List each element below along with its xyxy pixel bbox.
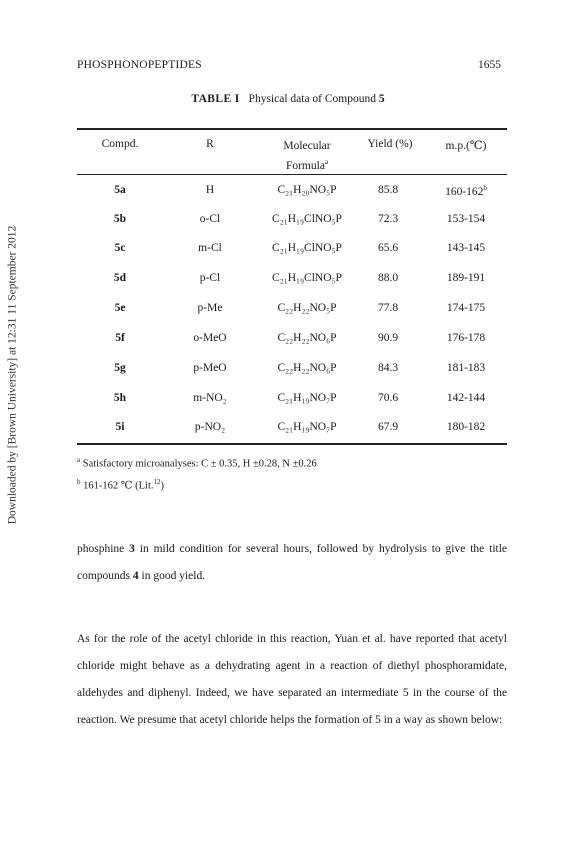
cell-compd: 5b xyxy=(113,213,127,225)
cell-formula: C₂₂H₂₂NO₅P xyxy=(277,302,337,314)
cell-r: o-Cl xyxy=(199,213,221,225)
table-caption-text: Physical data of Compound xyxy=(248,93,376,105)
footnote-mark-b: b xyxy=(77,478,81,486)
header-formula xyxy=(252,138,362,174)
download-note: Downloaded by [Brown University] at 12:31 11 September 2012 xyxy=(6,225,18,525)
footnote-ref: 12 xyxy=(153,478,161,486)
compound-ref-3: 3 xyxy=(129,543,135,555)
table-caption xyxy=(0,93,576,105)
cell-formula: C₂₁H₁₉NO₇P xyxy=(277,421,337,433)
cell-formula: C₂₁H₁₉ClNO₅P xyxy=(272,272,342,284)
footnote-text-b: 161-162 ℃ (Lit. xyxy=(83,480,154,492)
cell-formula: C₂₁H₁₉NO₇P xyxy=(277,392,337,404)
footnote-tail: ) xyxy=(160,480,164,492)
cell-compd: 5c xyxy=(114,242,126,254)
cell-r: p-Cl xyxy=(199,272,221,284)
paragraph-continuation xyxy=(77,536,507,590)
cell-compd: 5e xyxy=(114,302,126,314)
cell-mp: 181-183 xyxy=(446,362,486,374)
cell-mp: 189-191 xyxy=(446,272,486,284)
header-yield: Yield (%) xyxy=(367,138,413,150)
table-row xyxy=(77,421,507,437)
cell-compd: 5g xyxy=(114,362,126,374)
cell-yield: 84.3 xyxy=(377,362,399,374)
page-number: 1655 xyxy=(478,59,501,71)
cell-formula: C₂₂H₂₂NO₆P xyxy=(277,362,337,374)
cell-mp: 143-145 xyxy=(446,242,486,254)
paragraph-acetyl-chloride: As for the role of the acetyl chloride in this reaction, Yuan et al. have reported that acetyl chloride might behave as a dehydrating agent in a reaction of diethyl phosphoramidate, aldehydes and diphenyl. Indeed, we have separated an intermediate 5 in the course of the reaction. We presume that acetyl chloride helps the formation of 5 in a way as shown below: xyxy=(77,633,507,726)
header-compd: Compd. xyxy=(101,138,139,150)
footnote-mark-a: a xyxy=(77,456,81,464)
cell-yield: 70.6 xyxy=(377,392,399,404)
cell-r: m-Cl xyxy=(198,242,222,254)
cell-mp: 142-144 xyxy=(446,392,486,404)
table-row xyxy=(77,362,507,378)
download-watermark xyxy=(2,140,22,610)
p1-text-post: in good yield. xyxy=(141,570,206,582)
cell-formula: C₂₁H₁₉ClNO₅P xyxy=(272,213,342,225)
cell-yield: 65.6 xyxy=(377,242,399,254)
cell-r: p-NO₂ xyxy=(194,421,226,433)
cell-compd: 5i xyxy=(115,421,125,433)
cell-compd: 5f xyxy=(115,332,125,344)
compound-ref-4: 4 xyxy=(132,570,139,582)
header-formula-mark: a xyxy=(324,158,329,166)
p1-text-pre: phosphine xyxy=(77,543,125,555)
cell-mp: 174-175 xyxy=(446,302,486,314)
cell-r: o-MeO xyxy=(193,332,227,344)
p1-text-mid: in mild condition for several hours, followed by hydrolysis to give the title compounds xyxy=(77,543,508,582)
cell-formula: C₂₁H₂₀NO₅P xyxy=(277,184,337,196)
cell-formula: C₂₂H₂₂NO₆P xyxy=(277,332,337,344)
cell-yield: 67.9 xyxy=(377,421,399,433)
table-top-rule xyxy=(77,128,507,130)
table-row xyxy=(77,332,507,348)
cell-r: m-NO₂ xyxy=(193,392,227,404)
table-row xyxy=(77,213,507,229)
cell-mp: 180-182 xyxy=(446,421,486,433)
cell-compd: 5d xyxy=(113,272,127,284)
table-caption-compound: 5 xyxy=(378,93,385,105)
cell-mp-value: 160-162 xyxy=(445,185,484,198)
cell-r: p-MeO xyxy=(193,362,227,374)
cell-mp xyxy=(426,184,506,198)
cell-yield: 85.8 xyxy=(377,184,399,196)
table-row xyxy=(77,184,507,200)
cell-compd: 5h xyxy=(113,392,127,404)
cell-compd: 5a xyxy=(114,184,126,196)
table-bottom-rule xyxy=(77,443,507,445)
cell-formula: C₂₁H₁₉ClNO₅P xyxy=(272,242,342,254)
header-r: R xyxy=(206,138,214,150)
cell-mp: 176-178 xyxy=(446,332,486,344)
cell-r: H xyxy=(205,184,215,196)
table-header-rule xyxy=(77,174,507,175)
header-formula-line2: Formula xyxy=(285,159,325,172)
table-row xyxy=(77,272,507,288)
cell-yield: 72.3 xyxy=(377,213,399,225)
cell-yield: 90.9 xyxy=(377,332,399,344)
header-formula-line1: Molecular xyxy=(283,140,331,152)
table-row xyxy=(77,302,507,318)
table-row xyxy=(77,392,507,408)
header-mp: m.p.(℃) xyxy=(445,140,487,152)
cell-mp-mark: b xyxy=(483,184,487,192)
running-title: PHOSPHONOPEPTIDES xyxy=(77,59,202,71)
footnote-text-a: Satisfactory microanalyses: C ± 0.35, H ±0.28, N ±0.26 xyxy=(82,458,317,470)
table-footnote-a xyxy=(77,456,317,470)
table-footnote-b xyxy=(77,478,164,492)
table-row xyxy=(77,242,507,258)
cell-r: p-Me xyxy=(197,302,223,314)
table-label: TABLE I xyxy=(191,93,240,105)
cell-mp: 153-154 xyxy=(446,213,486,225)
cell-yield: 88.0 xyxy=(377,272,399,284)
cell-yield: 77.8 xyxy=(377,302,399,314)
